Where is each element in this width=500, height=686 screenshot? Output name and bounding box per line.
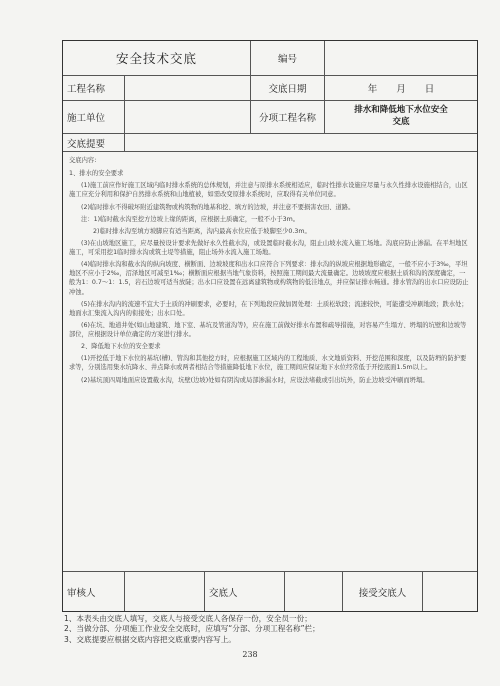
note-item: 2、当做分部、分项施工作业安全交底时，应填写“分部、分项工程名称”栏； bbox=[64, 624, 320, 634]
paragraph: (6)在坑、地道井处(如山地建筑、地下室、基坑及管道沟等)，应在施工前做好排水布置和疏导措施，对容易产生塌方、坍塌的坑壁和边坡等部位，应根据设计单位确定的方案进行排水。 bbox=[69, 321, 467, 338]
disclosure-form bbox=[62, 40, 478, 612]
paragraph: (3)在山坡地区施工，应尽量按设计要求先做好永久性截水沟，或设置临时截水沟，阻止山坡水流入施工场地。沟底应防止渗漏。在平坦地区施工，可采用挖1临时排水沟或筑土堤等措施，阻止场外水流入施工场地。 bbox=[69, 239, 468, 256]
subproject-value[interactable] bbox=[325, 101, 477, 133]
paragraph: (2)基坑顶四周地面应设置截水沟，坑壁(边坡)处如有阴沟或局部渗漏水时，应设法堵截或引出坑外，防止边坡受冲刷而坍塌。 bbox=[81, 376, 429, 384]
subproject-value-line2: 交底 bbox=[392, 117, 410, 127]
note-item: 3、交底提要应根据交底内容把交底重要内容写上。 bbox=[64, 634, 236, 644]
title-row bbox=[63, 41, 477, 76]
project-label: 工程名称 bbox=[63, 76, 125, 100]
paragraph: (4)临时排水沟和截水沟的纵向坡度、横断面、边坡坡度和出水口应符合下列要求：排水沟的纵坡应根据地形确定，一般不应小于3‰，平坦地区不应小于2‰，沼泽地区可减至1‰；横断面应根据当地气象资料，按照施工期间最大流量确定。边坡坡度应根据土质和沟的深度确定，一般为1：0.7～1：1.5，岩石边坡可适当放陡；出水口应设置在远离建筑物或构筑物的低洼地点，并应保证排水畅通。排水管沟的出水口应设防止冲蚀。 bbox=[69, 261, 469, 296]
date-label: 交底日期 bbox=[251, 76, 325, 100]
paragraph: (1)施工前应作好施工区域内临时排水系统的总体规划，并注意与原排水系统相适应，临时性排水设施应尽量与永久性排水设施相结合，山区施工应充分利用和保护自然排水系统和山地植被，如需改变原排水系统时，应取得有关单位同意。 bbox=[69, 182, 468, 199]
project-row bbox=[63, 76, 477, 101]
receiver-value[interactable] bbox=[423, 572, 477, 611]
signature-row bbox=[63, 571, 477, 611]
number-value[interactable] bbox=[325, 41, 477, 75]
paragraph: 2)临时排水沟至填方坡脚应有适当距离，沟内最高水位应低于坡脚至少0.3m。 bbox=[93, 227, 311, 235]
subproject-value-line1: 排水和降低地下水位安全 bbox=[354, 105, 448, 116]
date-value[interactable]: 年 月 日 bbox=[367, 84, 435, 95]
page-number: 238 bbox=[242, 650, 258, 659]
paragraph: (2)临时排水不得破坏附近建筑物或构筑物的地基和挖、填方的边坡，并注意不要损害农田、道路。 bbox=[81, 203, 355, 211]
discloser-value[interactable] bbox=[285, 572, 343, 611]
unit-label: 施工单位 bbox=[63, 101, 125, 133]
subproject-label: 分项工程名称 bbox=[251, 101, 325, 133]
summary-label: 交底提要 bbox=[63, 134, 125, 151]
section-2-title: 2、降低地下水位的安全要求 bbox=[81, 343, 161, 351]
receiver-label: 接受交底人 bbox=[343, 572, 423, 611]
number-label: 编号 bbox=[251, 41, 325, 75]
paragraph: (5)在排水沟内的流速不宜大于土质的冲刷要求，必要时，在下列地段应做加固处理：土质松软段；流速较快，可能遭受冲刷地段；跌水处；地面水汇集流入沟内的衔接处；出水口处。 bbox=[69, 300, 468, 317]
form-notes bbox=[64, 614, 484, 645]
reviewer-label: 审核人 bbox=[63, 572, 125, 611]
discloser-label: 交底人 bbox=[205, 572, 285, 611]
content-heading: 交底内容: bbox=[69, 157, 97, 164]
project-value[interactable] bbox=[125, 76, 251, 100]
form-title: 安全技术交底 bbox=[63, 41, 251, 75]
paragraph: (1)开挖低于地下水位的基坑(槽)、管沟和其他挖方时，应根据施工区域内的工程地质、水文地质资料、开挖范围和深度，以及防坍的防护要求等，分别选用集水坑降水、井点降水或两者相结合等措施降低地下水位，施工期间应保证地下水位经常低于开挖底面1.5m以上。 bbox=[69, 355, 467, 372]
section-1-title: 1、排水的安全要求 bbox=[69, 170, 124, 178]
paragraph: 注：1)临时截水沟至挖方边坡上缘的距离，应根据土质确定，一般不小于3m。 bbox=[81, 215, 300, 223]
reviewer-value[interactable] bbox=[125, 572, 205, 611]
note-item: 1、本表头由交底人填写，交底人与接受交底人各保存一份，安全员一份； bbox=[64, 614, 312, 623]
summary-value[interactable] bbox=[125, 134, 477, 151]
summary-row bbox=[63, 134, 477, 152]
disclosure-content bbox=[63, 152, 477, 569]
unit-row bbox=[63, 101, 477, 134]
unit-value[interactable] bbox=[125, 101, 251, 133]
